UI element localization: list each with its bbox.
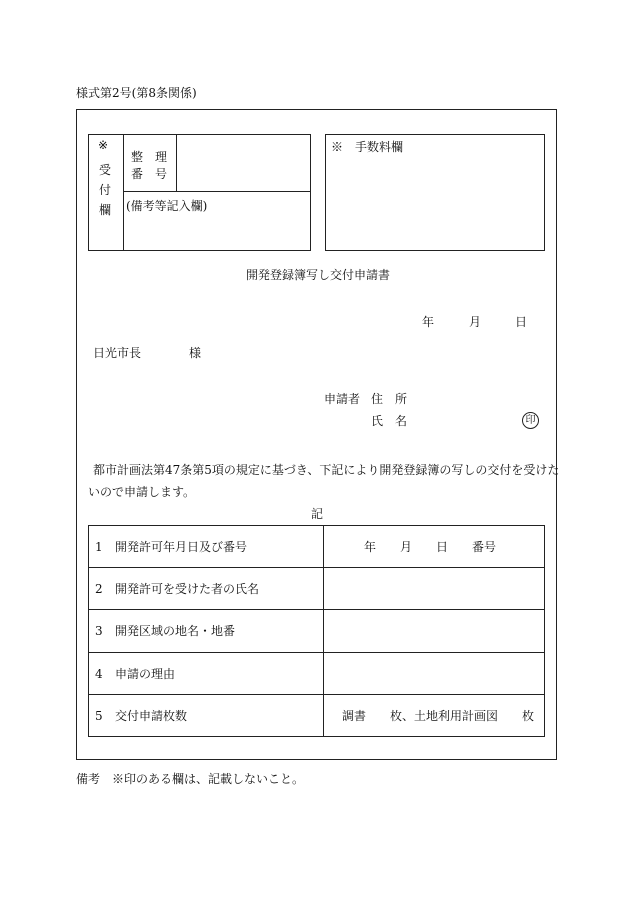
addressee-honorific: 様 bbox=[189, 346, 202, 360]
item-value-cell[interactable] bbox=[324, 610, 545, 652]
remarks-divider bbox=[123, 191, 311, 192]
table-row bbox=[89, 652, 545, 694]
seiri-divider bbox=[176, 134, 177, 192]
item-label-cell bbox=[89, 526, 324, 568]
reception-label-char-1: 受 bbox=[98, 163, 111, 177]
item-number: 4 bbox=[95, 666, 103, 681]
note-text: 備考 ※印のある欄は、記載しないこと。 bbox=[76, 772, 305, 786]
item-value-cell[interactable]: 年 月 日 番号 bbox=[324, 526, 545, 568]
form-title: 開発登録簿写し交付申請書 bbox=[246, 268, 391, 282]
item-label-cell bbox=[89, 610, 324, 652]
item-label: 開発許可を受けた者の氏名 bbox=[115, 582, 260, 597]
reception-label-char-2: 付 bbox=[98, 183, 111, 197]
item-label: 開発許可年月日及び番号 bbox=[115, 540, 248, 555]
item-label: 開発区域の地名・地番 bbox=[115, 624, 236, 639]
date-year: 年 bbox=[422, 315, 435, 329]
remarks-label: (備考等記入欄) bbox=[126, 199, 208, 213]
item-number: 2 bbox=[95, 582, 103, 597]
item-label-cell bbox=[89, 652, 324, 694]
date-day: 日 bbox=[515, 315, 528, 329]
item-number: 1 bbox=[95, 540, 103, 555]
item-number: 5 bbox=[95, 708, 103, 723]
item-label: 申請の理由 bbox=[115, 666, 176, 681]
table-row bbox=[89, 694, 545, 736]
fee-label: ※ 手数料欄 bbox=[331, 140, 404, 154]
seiri-number-field[interactable] bbox=[180, 150, 304, 184]
item-label-cell bbox=[89, 694, 324, 736]
seiri-label-line2: 番 号 bbox=[131, 167, 168, 181]
table-row bbox=[89, 610, 545, 652]
reception-label bbox=[98, 160, 112, 220]
applicant-name-label: 氏 名 bbox=[371, 414, 408, 428]
item-value-cell[interactable]: 調書 枚、土地利用計画図 枚 bbox=[324, 694, 545, 736]
item-label-cell bbox=[89, 568, 324, 610]
table-row bbox=[89, 568, 545, 610]
form-number: 様式第2号(第8条関係) bbox=[76, 86, 197, 100]
date-month: 月 bbox=[469, 315, 482, 329]
applicant-label: 申請者 bbox=[324, 392, 361, 406]
ki-label: 記 bbox=[311, 507, 324, 521]
reception-label-char-3: 欄 bbox=[98, 203, 111, 217]
item-number: 3 bbox=[95, 624, 103, 639]
table-row bbox=[89, 526, 545, 568]
reception-divider bbox=[123, 134, 124, 251]
remarks-field[interactable] bbox=[128, 214, 304, 246]
addressee-name: 日光市長 bbox=[93, 346, 142, 360]
item-value-cell[interactable] bbox=[324, 568, 545, 610]
item-label: 交付申請枚数 bbox=[115, 708, 188, 723]
applicant-address-label: 住 所 bbox=[371, 392, 408, 406]
seal-icon: 印 bbox=[522, 412, 539, 429]
body-text-line1: 都市計画法第47条第5項の規定に基づき、下記により開発登録簿の写しの交付を受けた bbox=[93, 463, 560, 477]
item-value-cell[interactable] bbox=[324, 652, 545, 694]
body-text-line2: いので申請します。 bbox=[88, 485, 196, 499]
seiri-label-line1: 整 理 bbox=[131, 150, 168, 164]
items-table bbox=[88, 525, 545, 737]
reception-mark: ※ bbox=[98, 138, 109, 152]
